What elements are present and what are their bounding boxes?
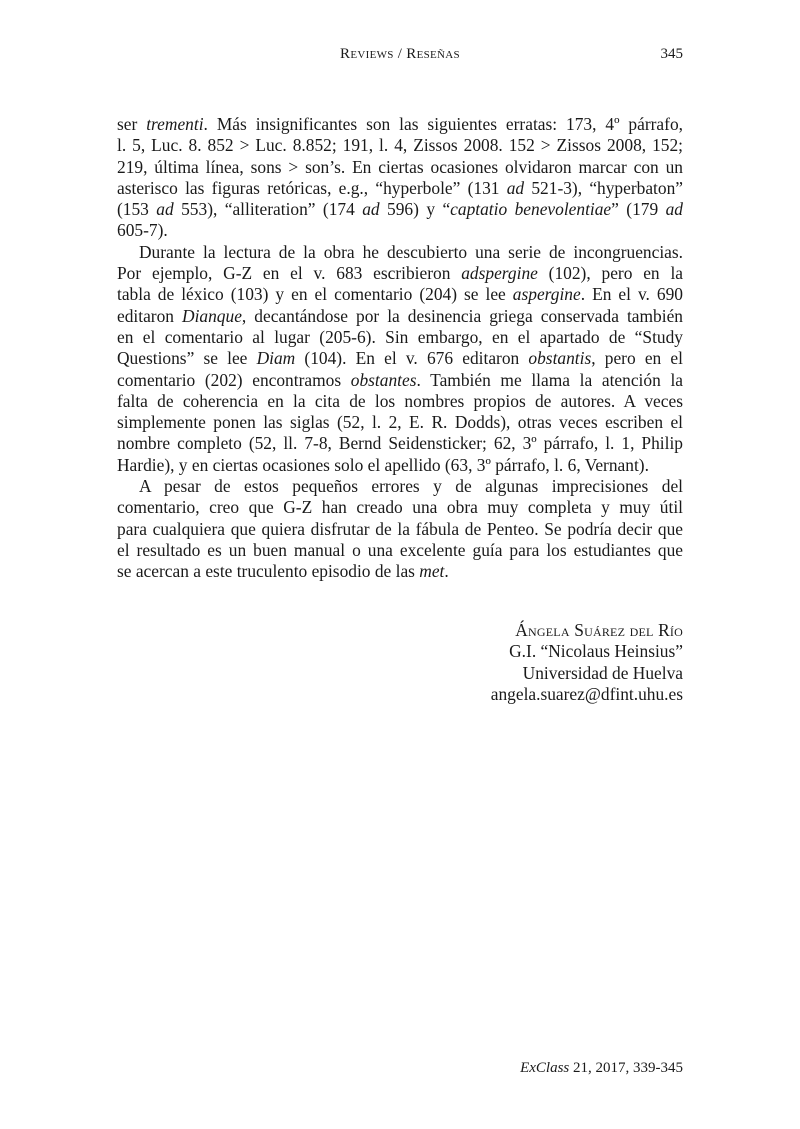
italic-term: adspergine xyxy=(461,263,538,284)
author-institution: Universidad de Huelva xyxy=(522,662,683,683)
text-line: Questions” se lee Diam (104). En el v. 676 editaron obstantis, pero en el xyxy=(117,348,683,369)
italic-term: ad xyxy=(506,177,525,198)
text-line: 219, última línea, sons > son’s. En ciertas ocasiones olvidaron marcar con un xyxy=(117,156,683,177)
page-footer xyxy=(520,1060,683,1077)
text-line: se acercan a este truculento episodio de las met. xyxy=(117,561,449,582)
text-line: editaron Dianque, decantándose por la desinencia griega conservada también xyxy=(117,305,683,326)
italic-term: ad xyxy=(362,199,380,220)
running-header xyxy=(117,46,683,68)
text-line: asterisco las figuras retóricas, e.g., “hyperbole” (131 ad 521-3), “hyperbaton” xyxy=(117,177,683,198)
journal-name: ExClass xyxy=(520,1060,570,1076)
paragraph xyxy=(117,476,683,582)
text-line: Por ejemplo, G-Z en el v. 683 escribieron adspergine (102), pero en la xyxy=(117,263,683,284)
text-line: Durante la lectura de la obra he descubierto una serie de incongruencias. xyxy=(139,241,683,262)
italic-term: Dianque xyxy=(182,305,242,326)
text-line: comentario, creo que G-Z han creado una obra muy completa y muy útil xyxy=(117,497,683,518)
paragraph xyxy=(117,114,683,242)
text-line: en el comentario al lugar (205-6). Sin embargo, en el apartado de “Study xyxy=(117,326,683,347)
text-line: nombre completo (52, ll. 7-8, Bernd Seidensticker; 62, 3º párrafo, l. 1, Philip xyxy=(117,433,683,454)
text-line: l. 5, Luc. 8. 852 > Luc. 8.852; 191, l. 4, Zissos 2008. 152 > Zissos 2008, 152; xyxy=(117,135,683,156)
italic-term: aspergine xyxy=(512,284,581,305)
text-line: 605-7). xyxy=(117,220,168,241)
text-line: falta de coherencia en la cita de los nombres propios de autores. A veces xyxy=(117,390,683,411)
page-number: 345 xyxy=(660,46,683,62)
review-body xyxy=(117,114,683,583)
italic-term: obstantis xyxy=(528,348,592,369)
italic-term: met xyxy=(419,561,445,582)
journal-citation: 21, 2017, 339-345 xyxy=(569,1060,683,1076)
text-line: ser trementi. Más insignificantes son las siguientes erratas: 173, 4º párrafo, xyxy=(117,114,683,134)
author-signature xyxy=(491,620,683,705)
author-group: G.I. “Nicolaus Heinsius” xyxy=(509,641,683,662)
text-line: (153 ad 553), “alliteration” (174 ad 596) y “captatio benevolentiae” (179 ad xyxy=(117,199,683,220)
running-title: Reviews / Reseñas xyxy=(340,46,460,62)
italic-term: ad xyxy=(665,199,683,220)
italic-term: captatio benevolentiae xyxy=(450,199,612,220)
text-line: A pesar de estos pequeños errores y de algunas imprecisiones del xyxy=(139,476,683,497)
italic-term: trementi xyxy=(146,114,204,134)
text-line: comentario (202) encontramos obstantes. También me llama la atención la xyxy=(117,369,683,390)
author-name: Ángela Suárez del Río xyxy=(515,620,683,640)
author-email[interactable]: angela.suarez@dfint.uhu.es xyxy=(490,683,683,704)
italic-term: obstantes xyxy=(350,369,417,390)
text-line: tabla de léxico (103) y en el comentario (204) se lee aspergine. En el v. 690 xyxy=(117,284,683,305)
paragraph xyxy=(117,242,683,476)
text-line: para cualquiera que quiera disfrutar de la fábula de Penteo. Se podría decir que xyxy=(117,518,683,539)
text-line: simplemente ponen las siglas (52, l. 2, E. R. Dodds), otras veces escriben el xyxy=(117,412,683,433)
text-line: Hardie), y en ciertas ocasiones solo el apellido (63, 3º párrafo, l. 6, Vernant). xyxy=(117,454,649,475)
italic-term: Diam xyxy=(256,348,296,369)
italic-term: ad xyxy=(156,199,174,220)
text-line: el resultado es un buen manual o una excelente guía para los estudiantes que xyxy=(117,539,683,560)
